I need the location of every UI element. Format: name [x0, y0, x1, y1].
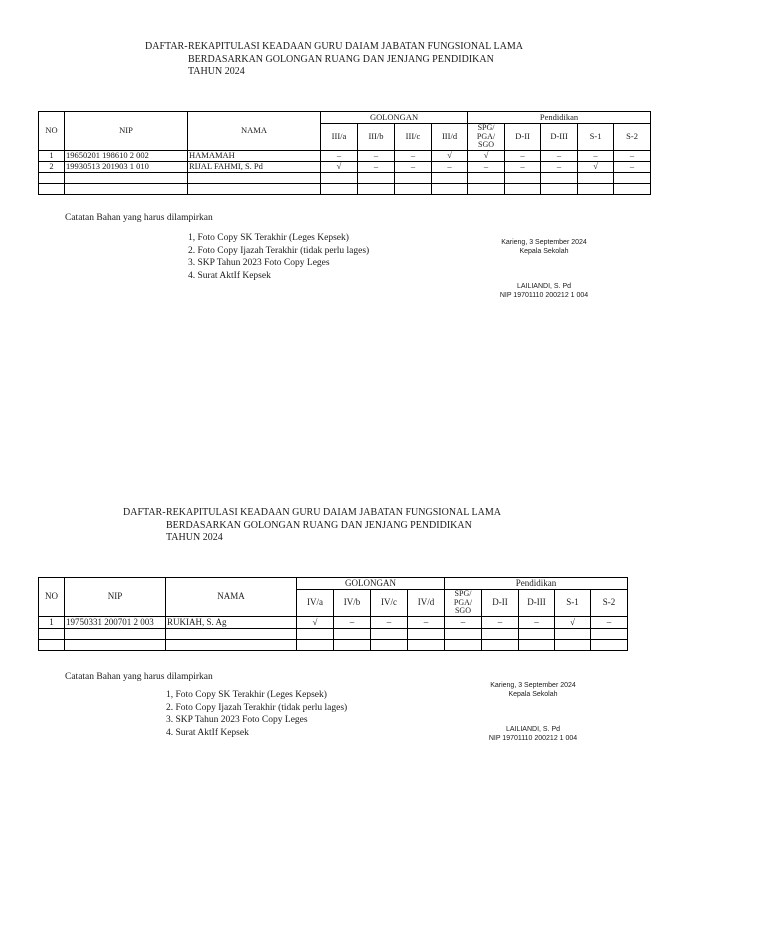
list-item: 3. SKP Tahun 2023 Foto Copy Leges	[166, 715, 308, 725]
header-pendidikan: Pendidikan	[468, 112, 651, 124]
cell-nip: 19650201 198610 2 002	[65, 150, 188, 161]
header-gol-col: III/b	[358, 124, 395, 151]
table-row-empty	[39, 172, 651, 183]
sign-name: LAILIANDI, S. Pd	[516, 283, 572, 290]
header-pend-col: D-III	[541, 124, 578, 151]
title-line: TAHUN 2024	[188, 66, 245, 77]
cell-value: –	[591, 616, 628, 628]
cell-value: √	[297, 616, 334, 628]
cell-value: –	[334, 616, 371, 628]
table-row-empty	[39, 639, 628, 650]
required-documents-list	[166, 689, 347, 739]
sign-name: LAILIANDI, S. Pd	[505, 726, 561, 733]
cell-value: √	[555, 616, 591, 628]
cell-value: √	[432, 150, 468, 161]
table-row-empty	[39, 628, 628, 639]
header-gol-col: IV/c	[371, 590, 408, 617]
table-row	[39, 150, 651, 161]
cell-value: –	[505, 150, 541, 161]
header-pend-col: S-2	[614, 124, 651, 151]
cell-value: –	[358, 150, 395, 161]
cell-nip: 19930513 201903 1 010	[65, 161, 188, 172]
cell-value: –	[505, 161, 541, 172]
signature-block	[463, 681, 603, 743]
sign-place-date: Karieng, 3 September 2024	[501, 239, 587, 246]
list-item: 4. Surat AktIf Kepsek	[188, 270, 271, 281]
title-line: TAHUN 2024	[166, 532, 223, 543]
header-gol-col: IV/d	[408, 590, 445, 617]
cell-value: –	[395, 150, 432, 161]
header-pend-col: S-2	[591, 590, 628, 617]
cell-nama: RIJAL FAHMI, S. Pd	[188, 161, 321, 172]
header-pend-col: S-1	[555, 590, 591, 617]
list-item: 1, Foto Copy SK Terakhir (Leges Kepsek)	[188, 233, 349, 243]
required-documents-list	[188, 232, 369, 282]
cell-nama: RUKIAH, S. Ag	[166, 616, 297, 628]
header-gol-col: III/d	[432, 124, 468, 151]
rekap-table-1	[38, 111, 651, 195]
header-nip: NIP	[65, 578, 166, 617]
list-item: 1, Foto Copy SK Terakhir (Leges Kepsek)	[166, 690, 327, 700]
notes-label: Catatan Bahan yang harus dilampirkan	[65, 213, 213, 223]
header-pendidikan: Pendidikan	[445, 578, 628, 590]
sign-place-date: Karieng, 3 September 2024	[490, 682, 576, 689]
header-no: NO	[39, 578, 65, 617]
cell-value: –	[614, 161, 651, 172]
header-pend-col: D-II	[505, 124, 541, 151]
cell-value: √	[321, 161, 358, 172]
cell-value: –	[541, 161, 578, 172]
header-nama: NAMA	[188, 112, 321, 151]
title-line: REKAPITULASI KEADAAN GURU DAIAM JABATAN FUNGSIONAL LAMA	[188, 41, 523, 52]
cell-no: 2	[39, 161, 65, 172]
header-gol-col: III/a	[321, 124, 358, 151]
cell-value: –	[614, 150, 651, 161]
cell-value: –	[408, 616, 445, 628]
header-pend-col: SPG/ PGA/ SGO	[445, 590, 482, 617]
rekap-table-2	[38, 577, 628, 651]
header-gol-col: IV/a	[297, 590, 334, 617]
table-row	[39, 616, 628, 628]
title-line: BERDASARKAN GOLONGAN RUANG DAN JENJANG PENDIDIKAN	[166, 519, 472, 531]
title-line: REKAPITULASI KEADAAN GURU DAIAM JABATAN FUNGSIONAL LAMA	[166, 507, 501, 518]
header-pend-col: D-II	[482, 590, 519, 617]
cell-value: –	[468, 161, 505, 172]
cell-value: –	[445, 616, 482, 628]
cell-value: –	[432, 161, 468, 172]
header-no: NO	[39, 112, 65, 151]
cell-value: –	[541, 150, 578, 161]
cell-value: –	[395, 161, 432, 172]
header-gol-col: IV/b	[334, 590, 371, 617]
header-gol-col: III/c	[395, 124, 432, 151]
title-lead: DAFTAR-	[145, 41, 188, 52]
header-nama: NAMA	[166, 578, 297, 617]
table-row	[39, 161, 651, 172]
cell-value: –	[358, 161, 395, 172]
header-golongan: GOLONGAN	[321, 112, 468, 124]
table-row-empty	[39, 183, 651, 194]
sign-nip: NIP 19701110 200212 1 004	[488, 735, 578, 742]
sign-nip: NIP 19701110 200212 1 004	[499, 292, 589, 299]
cell-value: –	[371, 616, 408, 628]
cell-nip: 19750331 200701 2 003	[65, 616, 166, 628]
list-item: 3. SKP Tahun 2023 Foto Copy Leges	[188, 258, 330, 268]
cell-value: –	[482, 616, 519, 628]
list-item: 2. Foto Copy Ijazah Terakhir (tidak perlu lages)	[188, 245, 370, 256]
cell-nama: HAMAMAH	[188, 150, 321, 161]
signature-block	[474, 238, 614, 300]
list-item: 2. Foto Copy Ijazah Terakhir (tidak perlu lages)	[166, 702, 348, 713]
header-pend-col: S-1	[578, 124, 614, 151]
header-nip: NIP	[65, 112, 188, 151]
title-lead: DAFTAR-	[123, 507, 166, 518]
header-golongan: GOLONGAN	[297, 578, 445, 590]
cell-no: 1	[39, 616, 65, 628]
cell-value: –	[519, 616, 555, 628]
cell-value: √	[578, 161, 614, 172]
notes-label: Catatan Bahan yang harus dilampirkan	[65, 672, 213, 682]
sign-role: Kepala Sekolah	[519, 248, 569, 255]
list-item: 4. Surat AktIf Kepsek	[166, 727, 249, 738]
header-pend-col: SPG/ PGA/ SGO	[468, 124, 505, 151]
cell-value: –	[578, 150, 614, 161]
title-line: BERDASARKAN GOLONGAN RUANG DAN JENJANG PENDIDIKAN	[188, 53, 494, 65]
sign-role: Kepala Sekolah	[508, 691, 558, 698]
cell-no: 1	[39, 150, 65, 161]
cell-value: √	[468, 150, 505, 161]
header-pend-col: D-III	[519, 590, 555, 617]
cell-value: –	[321, 150, 358, 161]
